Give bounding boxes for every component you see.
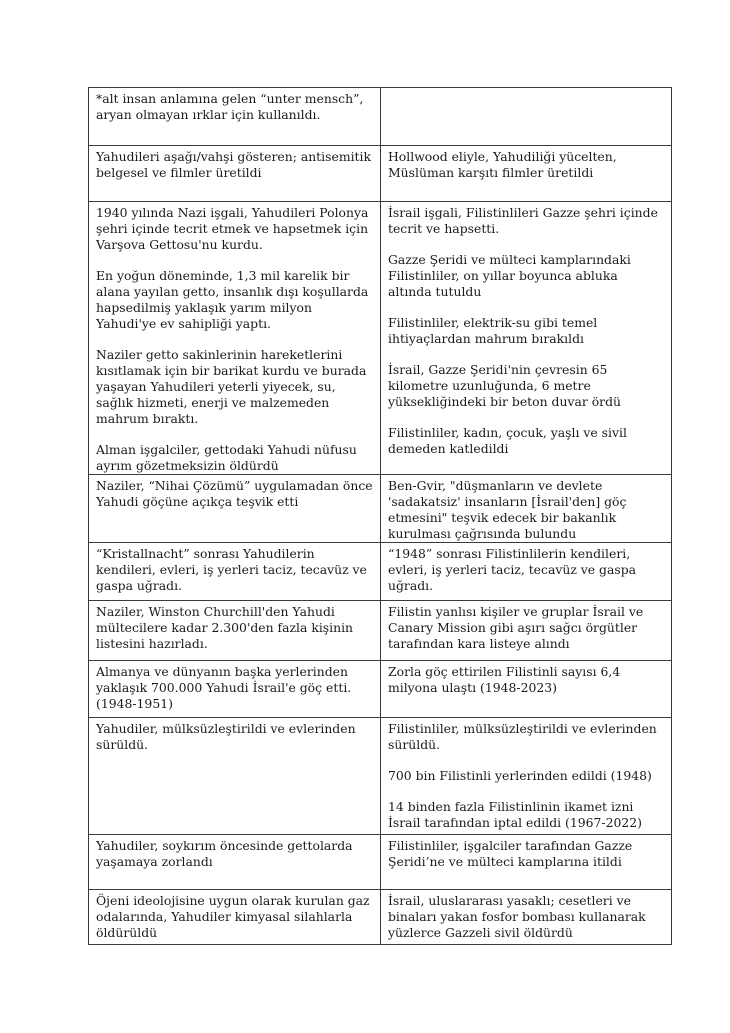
- right-cell: [381, 718, 672, 835]
- table-row: [89, 475, 672, 543]
- table-row: [89, 890, 672, 945]
- cell-paragraph: En yoğun döneminde, 1,3 mil karelik bir alana yayılan getto, insanlık dışı koşullarda hapsedilmiş yaklaşık yarım milyon Yahudi'ye ev sahipliği yaptı.: [96, 268, 369, 331]
- right-cell: [381, 202, 672, 475]
- cell-paragraph: “Kristallnacht” sonrası Yahudilerin kendileri, evleri, iş yerleri taciz, tecavüz ve gaspa uğradı.: [96, 546, 367, 593]
- right-cell: [381, 890, 672, 945]
- left-cell: [89, 718, 381, 835]
- cell-paragraph: Almanya ve dünyanın başka yerlerinden yaklaşık 700.000 Yahudi İsrail'e göç etti. (1948-1951): [96, 664, 352, 711]
- table-row: [89, 835, 672, 890]
- table-row: [89, 146, 672, 202]
- cell-paragraph: Naziler, Winston Churchill'den Yahudi mültecilere kadar 2.300'den fazla kişinin listesini hazırladı.: [96, 604, 354, 651]
- cell-paragraph: Öjeni ideolojisine uygun olarak kurulan gaz odalarında, Yahudiler kimyasal silahlarla öldürüldü: [96, 893, 370, 940]
- table-row: [89, 661, 672, 718]
- cell-paragraph: Filistinliler, mülksüzleştirildi ve evlerinden sürüldü.: [388, 721, 657, 752]
- cell-paragraph: Filistinliler, kadın, çocuk, yaşlı ve sivil demeden katledildi: [388, 425, 627, 456]
- left-cell: [89, 890, 381, 945]
- left-cell: [89, 146, 381, 202]
- left-cell: [89, 543, 381, 601]
- table-row: [89, 202, 672, 475]
- cell-paragraph: İsrail, Gazze Şeridi'nin çevresin 65 kilometre uzunluğunda, 6 metre yüksekliğindeki bir beton duvar ördü: [388, 362, 621, 409]
- right-cell: [381, 835, 672, 890]
- right-cell: [381, 475, 672, 543]
- cell-paragraph: Zorla göç ettirilen Filistinli sayısı 6,4 milyona ulaştı (1948-2023): [388, 664, 621, 695]
- left-cell: [89, 475, 381, 543]
- cell-paragraph: Yahudiler, mülksüzleştirildi ve evlerinden sürüldü.: [96, 721, 356, 752]
- table-row: [89, 601, 672, 661]
- cell-paragraph: 14 binden fazla Filistinlinin ikamet izni İsrail tarafından iptal edildi (1967-2022): [388, 799, 642, 830]
- cell-paragraph: 1940 yılında Nazi işgali, Yahudileri Polonya şehri içinde tecrit etmek ve hapsetmek için Varşova Gettosu'nu kurdu.: [96, 205, 369, 252]
- left-cell: [89, 202, 381, 475]
- cell-paragraph: Ben-Gvir, "düşmanların ve devlete 'sadakatsiz' insanların [İsrail'den] göç etmesini" teşvik edecek bir bakanlık kurulması çağrısında bulundu: [388, 478, 627, 541]
- right-cell: [381, 661, 672, 718]
- left-cell: [89, 661, 381, 718]
- cell-paragraph: Filistinliler, elektrik-su gibi temel ihtiyaçlardan mahrum bırakıldı: [388, 315, 598, 346]
- table-row: [89, 88, 672, 146]
- cell-paragraph: Hollwood eliyle, Yahudiliği yücelten, Müslüman karşıtı filmler üretildi: [388, 149, 617, 180]
- cell-paragraph: Naziler, “Nihai Çözümü” uygulamadan önce Yahudi göçüne açıkça teşvik etti: [96, 478, 373, 509]
- cell-paragraph: Gazze Şeridi ve mülteci kamplarındaki Filistinliler, on yıllar boyunca abluka altında tutuldu: [388, 252, 631, 299]
- left-cell: [89, 835, 381, 890]
- cell-paragraph: “1948” sonrası Filistinlilerin kendileri, evleri, iş yerleri taciz, tecavüz ve gaspa uğradı.: [388, 546, 637, 593]
- cell-paragraph: Alman işgalciler, gettodaki Yahudi nüfusu ayrım gözetmeksizin öldürdü: [96, 442, 357, 473]
- table-row: [89, 543, 672, 601]
- cell-paragraph: Filistin yanlısı kişiler ve gruplar İsrail ve Canary Mission gibi aşırı sağcı örgütler tarafından kara listeye alındı: [388, 604, 644, 651]
- left-cell: [89, 88, 381, 146]
- cell-paragraph: Naziler getto sakinlerinin hareketlerini kısıtlamak için bir barikat kurdu ve burada yaşayan Yahudileri yeterli yiyecek, su, sağlık hizmeti, enerji ve malzemeden mahrum bıraktı.: [96, 347, 367, 426]
- cell-paragraph: *alt insan anlamına gelen “unter mensch”, aryan olmayan ırklar için kullanıldı.: [96, 91, 364, 122]
- right-cell: [381, 601, 672, 661]
- right-cell: [381, 146, 672, 202]
- cell-paragraph: Yahudileri aşağı/vahşi gösteren; antisemitik belgesel ve filmler üretildi: [96, 149, 371, 180]
- cell-paragraph: İsrail işgali, Filistinlileri Gazze şehri içinde tecrit ve hapsetti.: [388, 205, 658, 236]
- cell-paragraph: Yahudiler, soykırım öncesinde gettolarda yaşamaya zorlandı: [96, 838, 353, 869]
- comparison-table: [88, 87, 672, 945]
- right-cell: [381, 543, 672, 601]
- right-cell: [381, 88, 672, 146]
- table-row: [89, 718, 672, 835]
- cell-paragraph: 700 bin Filistinli yerlerinden edildi (1948): [388, 768, 652, 783]
- left-cell: [89, 601, 381, 661]
- cell-paragraph: Filistinliler, işgalciler tarafından Gazze Şeridi’ne ve mülteci kamplarına itildi: [388, 838, 633, 869]
- cell-paragraph: İsrail, uluslararası yasaklı; cesetleri ve binaları yakan fosfor bombası kullanarak yüzlerce Gazzeli sivil öldürdü: [388, 893, 646, 940]
